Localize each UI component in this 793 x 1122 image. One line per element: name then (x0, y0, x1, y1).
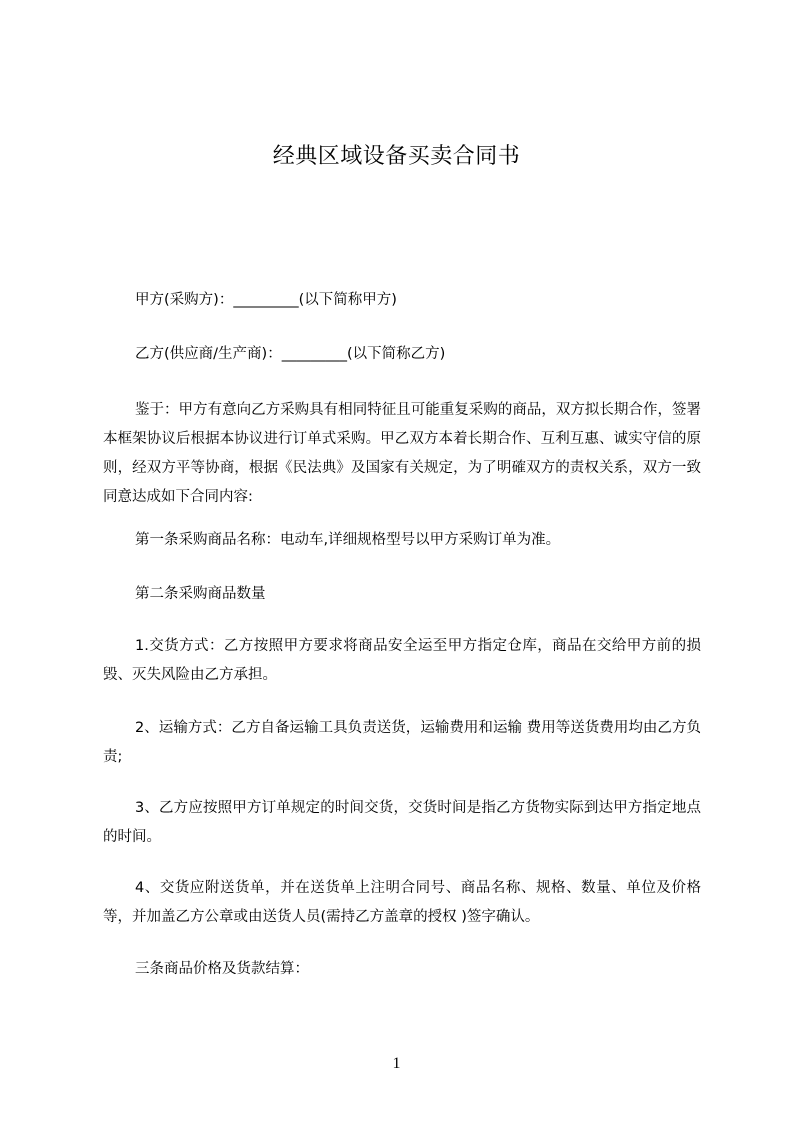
party-b-line: 乙方(供应商/生产商)：_________(以下简称乙方) (135, 346, 446, 362)
transport-method-paragraph: 2、运输方式：乙方自备运输工具负责送货，运输费用和运输 费用等送货费用均由乙方负责; (103, 720, 701, 765)
article-three-heading: 三条商品价格及货款结算： (135, 961, 309, 977)
delivery-note-paragraph: 4、交货应附送货单，并在送货单上注明合同号、商品名称、规格、数量、单位及价格等，并加盖乙方公章或由送货人员(需持乙方盖章的授权 )签字确认。 (103, 880, 701, 925)
page-number: 1 (392, 1055, 401, 1072)
article-two-heading: 第二条采购商品数量 (135, 586, 266, 602)
delivery-method-paragraph: 1.交货方式：乙方按照甲方要求将商品安全运至甲方指定仓库，商品在交给甲方前的损毁、灭失风险由乙方承担。 (103, 638, 701, 683)
recital-paragraph: 鉴于：甲方有意向乙方采购具有相同特征且可能重复采购的商品，双方拟长期合作，签署本框架协议后根据本协议进行订单式采购。甲乙双方本着长期合作、互利互惠、诚实守信的原则，经双方平等协商，根据《民法典》及国家有关规定，为了明確双方的责权关系，双方一致同意达成如下合同内容: (103, 402, 701, 505)
delivery-time-paragraph: 3、乙方应按照甲方订单规定的时间交货，交货时间是指乙方货物实际到达甲方指定地点的时间。 (103, 800, 701, 845)
article-one-paragraph: 第一条采购商品名称：电动车,详细规格型号以甲方采购订单为准。 (135, 532, 561, 548)
document-title: 经典区域设备买卖合同书 (272, 144, 521, 169)
party-a-line: 甲方(采购方)：_________(以下简称甲方) (135, 292, 397, 308)
